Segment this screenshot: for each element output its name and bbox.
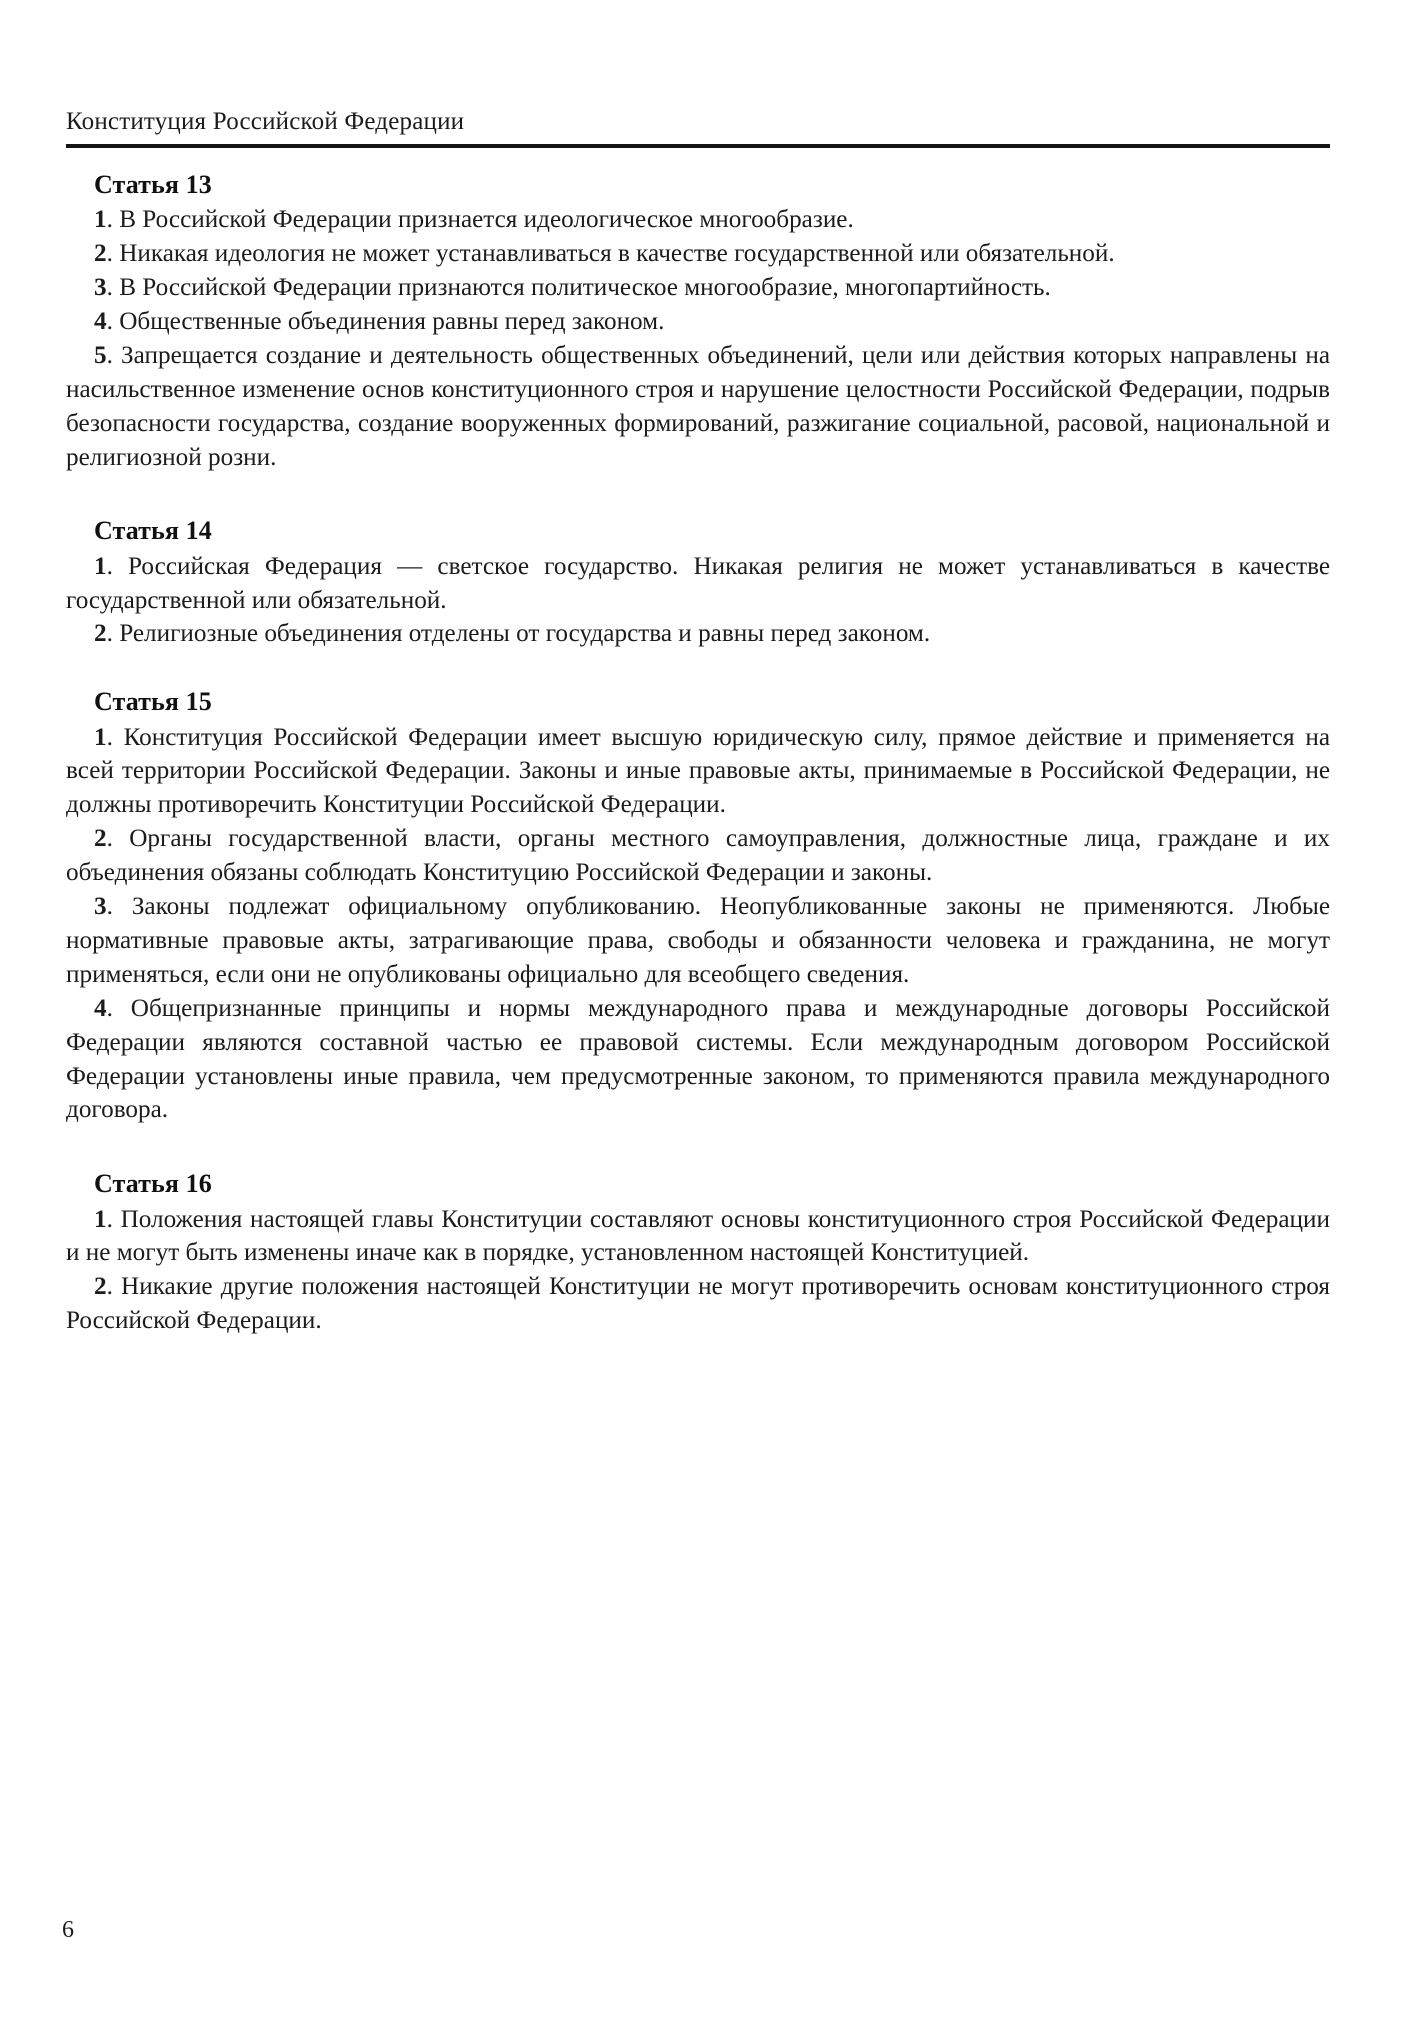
clause-paragraph xyxy=(66,617,1330,651)
article-heading: Статья 16 xyxy=(94,1169,212,1199)
clause-paragraph xyxy=(66,822,1330,890)
clause-paragraph xyxy=(66,721,1330,823)
clause-separator: . xyxy=(106,994,131,1022)
clause-paragraph xyxy=(66,339,1330,475)
clause-separator: . xyxy=(106,893,132,921)
clause-number: 2 xyxy=(94,825,107,853)
clause-text: Общественные объединения равны перед законом. xyxy=(119,307,665,335)
clause-number: 3 xyxy=(94,274,107,302)
article-section xyxy=(66,685,1330,1127)
article-section xyxy=(66,1167,1330,1338)
clause-number: 2 xyxy=(94,240,107,268)
clause-text: Никакая идеология не может устанавливаться в качестве государственной или обязательной. xyxy=(119,240,1115,268)
clause-number: 1 xyxy=(94,206,107,234)
clause-paragraph xyxy=(66,237,1330,271)
page-number: 6 xyxy=(62,1917,74,1943)
article-heading: Статья 14 xyxy=(94,516,212,546)
article-heading: Статья 15 xyxy=(94,687,212,717)
clause-separator: . xyxy=(106,341,122,369)
clause-separator: . xyxy=(106,825,130,853)
clause-number: 1 xyxy=(94,552,107,580)
clause-number: 1 xyxy=(94,723,107,751)
clause-paragraph xyxy=(66,1270,1330,1338)
clause-paragraph xyxy=(66,305,1330,339)
clause-text: Религиозные объединения отделены от государства и равны перед законом. xyxy=(119,620,931,648)
clause-text: Органы государственной власти, органы местного самоуправления, должностные лица, граждане и их объединения обязаны соблюдать Конституцию Российской Федерации и законы. xyxy=(66,825,1330,887)
article-section xyxy=(66,514,1330,651)
clause-paragraph xyxy=(66,992,1330,1128)
header-rule xyxy=(66,144,1330,148)
clause-number: 1 xyxy=(94,1205,107,1233)
clause-paragraph xyxy=(66,550,1330,618)
clause-text: В Российской Федерации признается идеологическое многообразие. xyxy=(119,206,854,234)
article-section xyxy=(66,168,1330,474)
clause-text: Российская Федерация — светское государство. Никакая религия не может устанавливаться в качестве государственной или обязательной. xyxy=(66,552,1331,614)
clause-paragraph xyxy=(66,203,1330,237)
clause-separator: . xyxy=(106,240,120,268)
clause-number: 5 xyxy=(94,341,107,369)
clause-number: 2 xyxy=(94,620,107,648)
clause-number: 3 xyxy=(94,893,107,921)
clause-separator: . xyxy=(106,274,120,302)
clause-separator: . xyxy=(106,206,120,234)
clause-separator: . xyxy=(106,1205,121,1233)
clause-number: 4 xyxy=(94,307,107,335)
header-title: Конституция Российской Федерации xyxy=(66,108,465,135)
clause-text: В Российской Федерации признаются политическое многообразие, многопартийность. xyxy=(119,274,1051,302)
clause-paragraph xyxy=(66,271,1330,305)
running-header xyxy=(66,108,1330,148)
clause-separator: . xyxy=(106,307,120,335)
clause-number: 2 xyxy=(94,1273,107,1301)
clause-text: Запрещается создание и деятельность общественных объединений, цели или действия которых направлены на насильственное изменение основ конституционного строя и нарушение целостности Российской Федерации, подрыв безопасности государства, создание вооруженных формирований, разжигание социальной, расовой, национальной и религиозной розни. xyxy=(66,341,1330,471)
clause-separator: . xyxy=(106,552,129,580)
clause-separator: . xyxy=(106,620,120,648)
article-content xyxy=(66,168,1330,1338)
clause-number: 4 xyxy=(94,994,107,1022)
clause-text: Никакие другие положения настоящей Конституции не могут противоречить основам конституционного строя Российской Федерации. xyxy=(66,1273,1331,1335)
clause-paragraph xyxy=(66,890,1330,992)
clause-text: Общепризнанные принципы и нормы международного права и международные договоры Российской Федерации являются составной частью ее правовой системы. Если международным договором Российской Федерации установлены иные правила, чем предусмотренные законом, то применяются правила международного договора. xyxy=(66,994,1331,1124)
article-heading: Статья 13 xyxy=(94,170,212,199)
clause-text: Конституция Российской Федерации имеет высшую юридическую силу, прямое действие и применяется на всей территории Российской Федерации. Законы и иные правовые акты, принимаемые в Российской Федерации, не должны противоречить Конституции Российской Федерации. xyxy=(66,723,1330,819)
clause-text: Положения настоящей главы Конституции составляют основы конституционного строя Российской Федерации и не могут быть изменены иначе как в порядке, установленном настоящей Конституцией. xyxy=(66,1205,1330,1267)
clause-paragraph xyxy=(66,1203,1330,1271)
clause-separator: . xyxy=(106,1273,121,1301)
clause-separator: . xyxy=(106,723,124,751)
clause-text: Законы подлежат официальному опубликованию. Неопубликованные законы не применяются. Любые нормативные правовые акты, затрагивающие права, свободы и обязанности человека и гражданина, не могут применяться, если они не опубликованы официально для всеобщего сведения. xyxy=(66,893,1331,988)
